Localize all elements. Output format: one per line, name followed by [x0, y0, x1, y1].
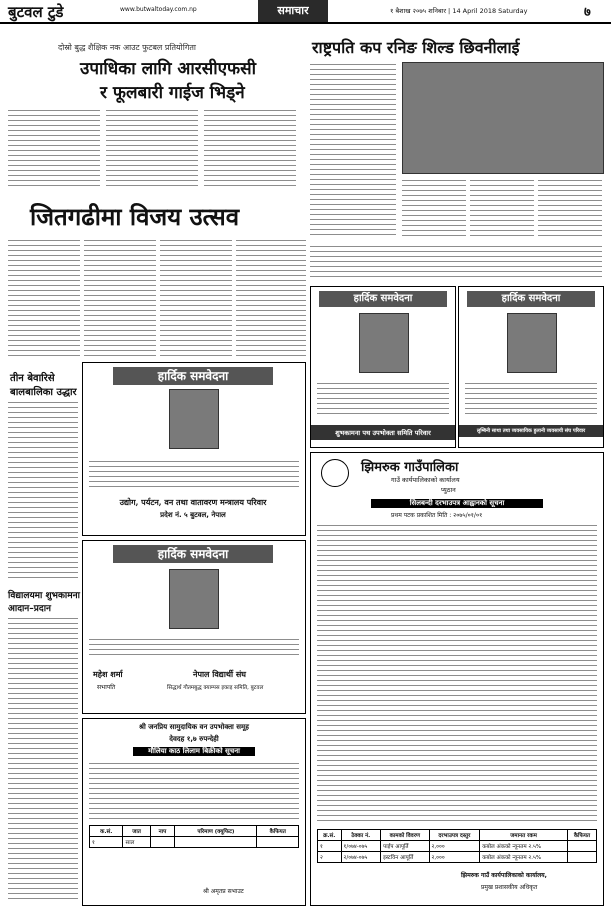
col-header: ठेक्का नं. — [341, 830, 381, 841]
page-number: ७ — [584, 5, 591, 20]
condolence-org-sub: प्रदेश नं. ५ बुटवल, नेपाल — [160, 511, 226, 519]
table-cell: कबोल अंकको न्यूनतम २.५% — [480, 852, 568, 863]
condolence-banner: हार्दिक समवेदना — [467, 291, 595, 307]
notice-date: प्रथम पटक प्रकाशित मिति : २०७५/०१/०१ — [391, 512, 483, 519]
col-header: क्र.सं. — [318, 830, 342, 841]
col-header: कामको विवरण — [381, 830, 429, 841]
signatory-role: सभापति — [97, 684, 116, 691]
team-photo — [402, 62, 604, 174]
condolence-banner: हार्दिक समवेदना — [319, 291, 447, 307]
table-cell: १ — [90, 837, 123, 848]
col-header: जमानत रकम — [480, 830, 568, 841]
side2-title-line1: विद्यालयमा शुभकामना — [8, 591, 80, 601]
col-header: कैफियत — [257, 826, 299, 837]
col-header: जात — [123, 826, 150, 837]
story1-title-line1: उपाधिका लागि आरसीएफसी — [80, 59, 257, 79]
story-continuation — [310, 244, 602, 280]
table-cell: १ — [318, 841, 342, 852]
notice-title: झिमरुक गाउँपालिका — [361, 460, 459, 475]
condolence-text — [317, 381, 449, 417]
side1-title-line1: तीन बेवारिसे — [10, 373, 55, 384]
notice-title: श्री जनप्रिय सामुदायिक वन उपभोक्ता समूह — [139, 723, 249, 731]
story1-col1 — [8, 108, 100, 188]
story2-title: राष्ट्रपति कप रनिङ शिल्ड छिवनीलाई — [312, 38, 520, 57]
tender-table — [317, 829, 597, 863]
side2-body — [8, 616, 78, 901]
condolence-footer: लुम्बिनी साथा तथा व्यवसायिक हुलानी व्यवसायी संघ परिवार — [459, 425, 603, 437]
table-cell: २,००० — [429, 852, 480, 863]
col-header: क.सं. — [90, 826, 123, 837]
notice-office: गाउँ कार्यपालिकाको कार्यालय — [391, 476, 460, 484]
story3-col1 — [8, 238, 80, 358]
story2-col2 — [402, 178, 466, 238]
condolence-text — [89, 459, 299, 489]
table-cell: १/०७४-०७५ — [341, 841, 381, 852]
col-header: दरभाउपत्र दस्तुर — [429, 830, 480, 841]
condolence-banner: हार्दिक समवेदना — [113, 367, 273, 385]
notice-heading: सिलबन्दी दरभाउपत्र आह्वानको सूचना — [371, 499, 543, 508]
tender-notice — [310, 452, 604, 906]
story3-col2 — [84, 238, 156, 358]
notice-subtitle: देवदह १,७ रुपन्देही — [169, 735, 219, 743]
table-cell: २ — [318, 852, 342, 863]
story2-col3 — [470, 178, 534, 238]
condolence-text — [89, 637, 299, 659]
notice-footer-office: झिमरुक गाउँ कार्यपालिकाको कार्यालय, — [461, 872, 547, 879]
table-cell — [567, 841, 596, 852]
portrait-photo — [507, 313, 557, 373]
story1-kicker: दोस्रो बुद्ध शैक्षिक नक आउट फुटबल प्रतियोगिता — [58, 43, 196, 52]
condolence-ad-4 — [458, 286, 604, 448]
table-cell — [150, 837, 175, 848]
notice-body — [317, 523, 597, 823]
story1-col2 — [106, 108, 198, 188]
portrait-photo — [359, 313, 409, 373]
side1-title-line2: बालबालिका उद्धार — [10, 387, 77, 398]
table-cell — [175, 837, 257, 848]
condolence-ad-1 — [82, 362, 306, 536]
table-cell: इस्टविन आपूर्ति — [381, 852, 429, 863]
table-cell: पाईप आपूर्ति — [381, 841, 429, 852]
signatory-name: महेश शर्मा — [93, 669, 123, 679]
masthead — [0, 0, 611, 24]
condolence-text — [465, 381, 597, 417]
org-sub: सिद्धार्थ गौतमबुद्ध क्याम्पस इकाइ समिति, बुटवल — [167, 685, 264, 691]
story3-title: जितगढीमा विजय उत्सव — [30, 202, 240, 231]
condolence-footer: शुभकामना पथ उपभोक्ता समिति परिवार — [311, 425, 455, 440]
col-header: नाप — [150, 826, 175, 837]
side2-title-line2: आदान–प्रदान — [8, 604, 52, 614]
portrait-photo — [169, 389, 219, 449]
emblem-icon — [321, 459, 349, 487]
notice-footer-officer: प्रमुख प्रशासकीय अधिकृत — [481, 884, 538, 891]
side1-body — [8, 400, 78, 580]
timber-table — [89, 825, 299, 848]
table-cell — [257, 837, 299, 848]
paper-logo: बुटवल टुडे — [8, 3, 64, 21]
table-cell: २/०७४-०७५ — [341, 852, 381, 863]
col-header: कैफियत — [567, 830, 596, 841]
notice-heading: मौलिया काठ लिलाम बिक्रीको सूचना — [133, 747, 255, 756]
story1-col3 — [204, 108, 296, 188]
issue-date: १ बैशाख २०७५ शनिबार | 14 April 2018 Saturday — [390, 7, 528, 15]
story2-col1 — [310, 62, 396, 238]
story2-col4 — [538, 178, 602, 238]
table-cell: २,००० — [429, 841, 480, 852]
table-cell: साल — [123, 837, 150, 848]
story3-col4 — [236, 238, 306, 358]
table-cell: कबोल अंकको न्यूनतम २.५% — [480, 841, 568, 852]
notice-body — [89, 761, 299, 819]
condolence-banner: हार्दिक समवेदना — [113, 545, 273, 563]
condolence-ad-2 — [82, 540, 306, 714]
website-url[interactable]: www.butwaltoday.com.np — [120, 6, 197, 13]
condolence-org: उद्योग, पर्यटन, वन तथा वातावरण मन्त्रालय परिवार — [119, 497, 267, 507]
section-label: समाचार — [258, 0, 328, 22]
portrait-photo — [169, 569, 219, 629]
org-name: नेपाल विद्यार्थी संघ — [193, 669, 247, 679]
col-header: परिमाण (क्यूफिट) — [175, 826, 257, 837]
timber-auction-notice — [82, 718, 306, 906]
notice-place: प्युठान — [441, 486, 456, 494]
story3-col3 — [160, 238, 232, 358]
table-cell — [567, 852, 596, 863]
notice-signature: श्री अमृतप्र सभाउट — [203, 888, 244, 895]
condolence-ad-3 — [310, 286, 456, 448]
story1-title-line2: र फूलबारी गाईज भिड्ने — [100, 83, 245, 103]
